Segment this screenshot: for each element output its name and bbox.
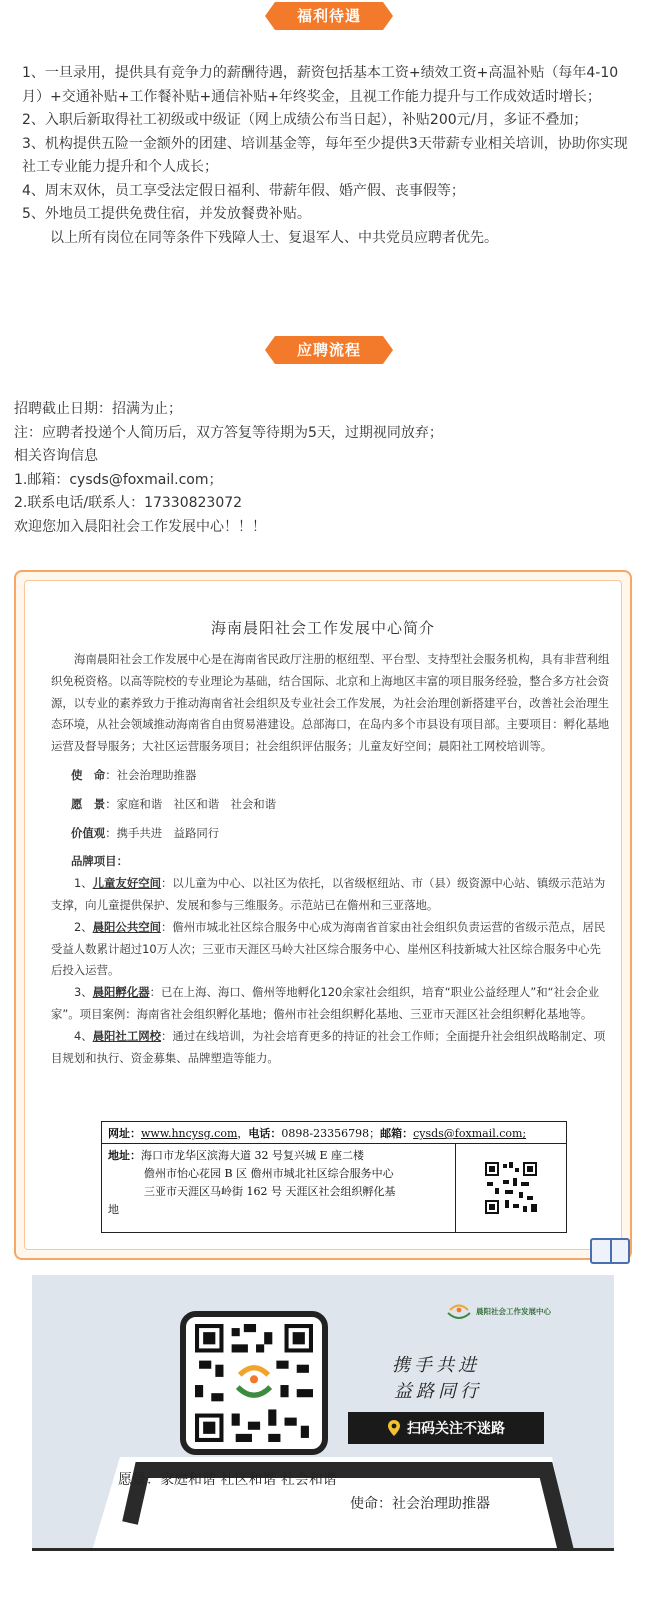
scan-follow-button[interactable] bbox=[348, 1412, 544, 1444]
book-icon[interactable] bbox=[590, 1238, 630, 1264]
vision-row: 愿 景：家庭和谐 社区和谐 社会和谐 bbox=[71, 796, 277, 811]
vision-label: 愿 景 bbox=[71, 796, 106, 811]
brand-name: 晨阳孵化器 bbox=[92, 985, 150, 1000]
address-line: 三亚市天涯区马岭街 162 号 天涯区社会组织孵化基 bbox=[144, 1185, 396, 1198]
phone-value: 0898-23356798； bbox=[281, 1127, 381, 1140]
brand-name: 晨阳社工网校 bbox=[92, 1028, 161, 1043]
welfare-item: 4、周末双休，员工享受法定假日福利、带薪年假、婚产假、丧事假等； bbox=[22, 182, 465, 199]
values-row: 价值观：携手共进 益路同行 bbox=[71, 825, 220, 840]
mission-value: 社会治理助推器 bbox=[116, 767, 197, 782]
email-link[interactable]: cysds@foxmail.com; bbox=[413, 1127, 527, 1140]
values-label: 价值观 bbox=[71, 825, 106, 840]
org-logo-icon bbox=[446, 1301, 472, 1321]
poster-qr-icon bbox=[195, 1324, 313, 1442]
brand-name: 晨阳公共空间 bbox=[92, 919, 161, 934]
brand-title: 品牌项目： bbox=[71, 854, 128, 869]
brand-desc: ：儋州市城北社区综合服务中心成为海南省首家由社会组织负责运营的省级示范点，居民受益人数累计超过10万人次；三亚市天涯区马岭大社区综合服务中心、崖州区科技新城大社区综合服务中心先后投入运营。 bbox=[51, 919, 606, 978]
contact-row-web: 网址：www.hncysg.com，电话：0898-23356798；邮箱：cysds@foxmail.com; bbox=[102, 1122, 566, 1144]
brand-num: 1、 bbox=[74, 876, 93, 891]
process-line: 欢迎您加入晨阳社会工作发展中心！！！ bbox=[14, 518, 266, 535]
address-block bbox=[102, 1144, 456, 1232]
brand-desc: ：以儿童为中心、以社区为依托，以省级枢纽站、市（县）级资源中心站、镇级示范站为支撑，向儿童提供保护、发展和参与三维服务。示范站已在儋州和三亚落地。 bbox=[51, 876, 606, 912]
welfare-list bbox=[22, 62, 638, 250]
poster-mission: 使命：社会治理助推器 bbox=[350, 1496, 490, 1512]
phone-label: 电话： bbox=[248, 1127, 282, 1140]
intro-card-inner bbox=[24, 580, 622, 1250]
contact-row-address bbox=[102, 1144, 566, 1232]
vision-value: 家庭和谐 社区和谐 社会和谐 bbox=[116, 796, 277, 811]
qr-code-icon bbox=[483, 1160, 539, 1216]
welfare-item: 3、机构提供五险一金额外的团建、培训基金等，每年至少提供3天带薪专业相关培训，协助你实现社工专业能力提升和个人成长； bbox=[22, 135, 628, 175]
poster-qr-code bbox=[180, 1311, 328, 1455]
process-line: 注：应聘者投递个人简历后，双方答复等待期为5天，过期视同放弃； bbox=[14, 424, 443, 441]
process-phone-line[interactable]: 2.联系电话/联系人：17330823072 bbox=[14, 495, 243, 511]
brand-desc: ：已在上海、海口、儋州等地孵化120余家社会组织，培育“职业公益经理人”和“社会企业家”。项目案例：海南省社会组织孵化基地；儋州市社会组织孵化基地、三亚市天涯区社会组织孵化基地等。 bbox=[51, 985, 600, 1021]
process-title: 应聘流程 bbox=[275, 336, 383, 364]
welfare-priority-note: 以上所有岗位在同等条件下残障人士、复退军人、中共党员应聘者优先。 bbox=[50, 229, 498, 246]
intro-body bbox=[51, 649, 611, 1069]
process-line: 招聘截止日期：招满为止； bbox=[14, 401, 182, 417]
brand-item bbox=[51, 1026, 611, 1070]
intro-title: 海南晨阳社会工作发展中心简介 bbox=[210, 619, 435, 637]
values-value: 携手共进 益路同行 bbox=[116, 825, 220, 840]
org-logo bbox=[446, 1301, 551, 1321]
process-email-line[interactable]: 1.邮箱：cysds@foxmail.com； bbox=[14, 471, 223, 488]
slogan-line-2: 益路同行 bbox=[394, 1381, 482, 1402]
address-label: 地址： bbox=[108, 1149, 141, 1162]
brand-item bbox=[51, 982, 611, 1026]
welfare-item: 5、外地员工提供免费住宿，并发放餐费补贴。 bbox=[22, 206, 311, 222]
follow-poster bbox=[32, 1275, 614, 1551]
mission-row: 使 命：社会治理助推器 bbox=[71, 767, 197, 782]
slogan-line-1: 携手共进 bbox=[392, 1355, 480, 1376]
poster-slogan bbox=[392, 1353, 482, 1405]
process-line: 相关咨询信息 bbox=[14, 448, 98, 464]
org-logo-text: 晨阳社会工作发展中心 bbox=[476, 1306, 551, 1316]
intro-card bbox=[14, 570, 632, 1260]
qr-code-small bbox=[456, 1144, 566, 1232]
website-label: 网址： bbox=[108, 1127, 141, 1140]
email-label: 邮箱： bbox=[380, 1127, 414, 1140]
website-link[interactable]: www.hncysg.com bbox=[141, 1127, 238, 1140]
welfare-item: 1、一旦录用，提供具有竞争力的薪酬待遇，薪资包括基本工资+绩效工资+高温补贴（每年4-10月）+交通补贴+工作餐补贴+通信补贴+年终奖金，且视工作能力提升与工作成效适时增长； bbox=[22, 65, 619, 105]
intro-paragraph: 海南晨阳社会工作发展中心是在海南省民政厅注册的枢纽型、平台型、支持型社会服务机构，具有非营利组织免税资格。以高等院校的专业理论为基础，结合国际、北京和上海地区丰富的项目服务经验，整合多方社会资源，以专业的素养致力于推动海南省社会组织及专业社会工作发展，为社会治理创新搭建平台，改善社会治理生态环境，从社会领域推动海南省自由贸易港建设。总部海口，在岛内多个市县设有项目部。主要项目：孵化基地运营及督导服务；大社区运营服务项目；社会组织评估服务；儿童友好空间；晨阳社工网校培训等。 bbox=[51, 652, 610, 754]
location-pin-icon bbox=[387, 1419, 401, 1437]
welfare-item: 2、入职后新取得社工初级或中级证（网上成绩公布当日起），补贴200元/月，多证不叠加； bbox=[22, 112, 588, 128]
brand-num: 3、 bbox=[74, 985, 93, 1000]
address-line: 儋州市怡心花园 B 区 儋州市城北社区综合服务中心 bbox=[144, 1167, 394, 1180]
brand-desc: ：通过在线培训，为社会培育更多的持证的社会工作师；全面提升社会组织战略制定、项目规划和执行、资金募集、品牌塑造等能力。 bbox=[51, 1028, 606, 1065]
brand-num: 4、 bbox=[74, 1028, 93, 1043]
welfare-section-header bbox=[0, 2, 658, 32]
welfare-title: 福利待遇 bbox=[275, 2, 383, 30]
address-line: 海口市龙华区滨海大道 32 号复兴城 E 座二楼 bbox=[141, 1149, 365, 1162]
scan-follow-label: 扫码关注不迷路 bbox=[407, 1421, 505, 1437]
mission-label: 使 命 bbox=[71, 767, 106, 782]
contact-table bbox=[101, 1121, 567, 1233]
brand-item bbox=[51, 873, 611, 917]
poster-vision: 愿景：家庭和谐 社区和谐 社会和谐 bbox=[118, 1472, 337, 1488]
address-line: 地 bbox=[108, 1203, 119, 1216]
process-list bbox=[14, 398, 644, 539]
brand-num: 2、 bbox=[74, 919, 93, 934]
brand-item bbox=[51, 917, 611, 982]
process-section-header bbox=[0, 336, 658, 366]
brand-name: 儿童友好空间 bbox=[92, 876, 161, 891]
